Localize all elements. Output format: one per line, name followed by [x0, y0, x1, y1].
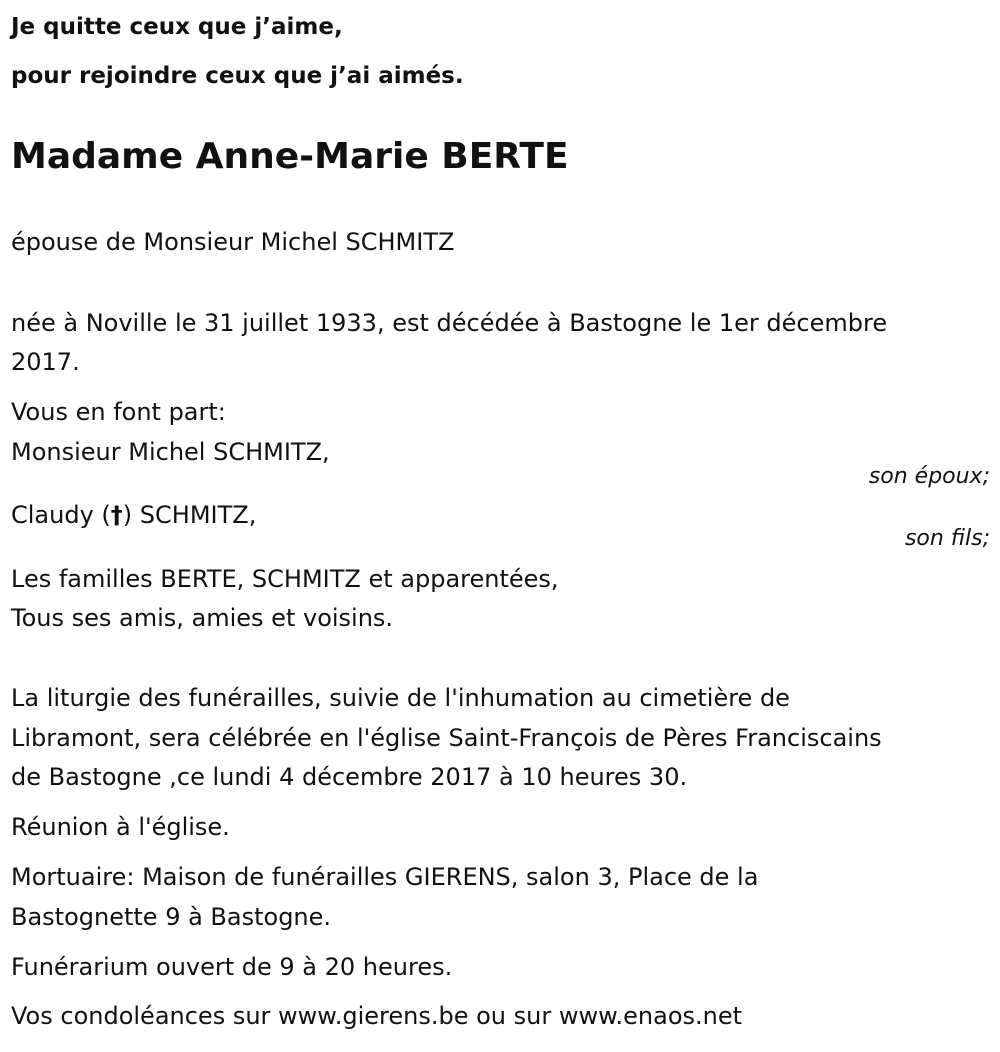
- verse-line-1: Je quitte ceux que j’aime,: [11, 14, 343, 40]
- meeting-line: Réunion à l'église.: [11, 813, 230, 841]
- ceremony-line-1: La liturgie des funérailles, suivie de l'inhumation au cimetière de: [11, 684, 790, 712]
- announcer-relation-1: son époux;: [868, 464, 990, 489]
- announcer-name-2: [11, 500, 256, 530]
- announcer-name-2-before: Claudy (: [11, 501, 111, 529]
- verse-line-2: pour rejoindre ceux que j’ai aimés.: [11, 63, 464, 89]
- announcer-relation-2: son fils;: [904, 526, 990, 551]
- spouse-line: épouse de Monsieur Michel SCHMITZ: [11, 228, 455, 256]
- ceremony-line-2: Libramont, sera célébrée en l'église Saint-François de Pères Franciscains: [11, 724, 882, 752]
- mortuary-line-2: Bastognette 9 à Bastogne.: [11, 903, 332, 931]
- deceased-name: Madame Anne-Marie BERTE: [11, 136, 569, 177]
- announcers-intro: Vous en font part:: [11, 398, 226, 426]
- birth-death-line-2: 2017.: [11, 348, 80, 376]
- families-line: Les familles BERTE, SCHMITZ et apparentées,: [11, 565, 559, 593]
- mortuary-line-1: Mortuaire: Maison de funérailles GIERENS, salon 3, Place de la: [11, 863, 759, 891]
- announcer-name-2-after: ) SCHMITZ,: [122, 501, 257, 529]
- announcer-name-1: Monsieur Michel SCHMITZ,: [11, 438, 330, 466]
- birth-death-line-1: née à Noville le 31 juillet 1933, est décédée à Bastogne le 1er décembre: [11, 309, 888, 337]
- ceremony-line-3: de Bastogne ,ce lundi 4 décembre 2017 à 10 heures 30.: [11, 763, 688, 791]
- funerarium-hours: Funérarium ouvert de 9 à 20 heures.: [11, 953, 453, 981]
- friends-line: Tous ses amis, amies et voisins.: [11, 604, 394, 632]
- condolences-line: Vos condoléances sur www.gierens.be ou sur www.enaos.net: [11, 1002, 743, 1030]
- cross-icon: †: [110, 501, 123, 529]
